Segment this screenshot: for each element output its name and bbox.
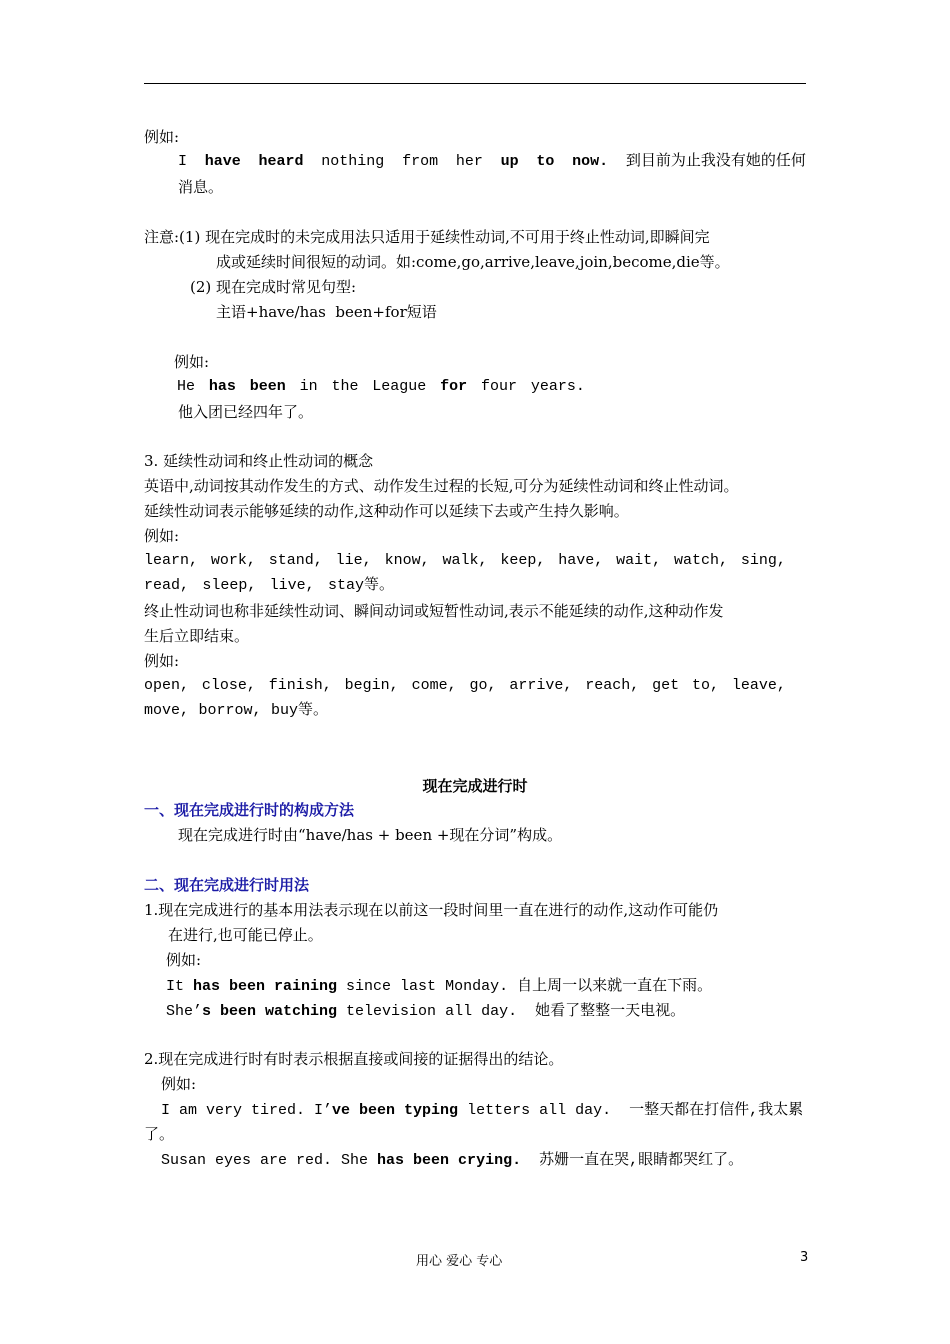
word: up [500,153,519,170]
text: She’ [166,1003,203,1020]
paragraph: 英语中,动词按其动作发生的方式、动作发生过程的长短,可分为延续性动词和终止性动词。 [144,477,739,495]
paragraph: 延续性动词表示能够延续的动作,这种动作可以延续下去或产生持久影响。 [144,502,629,520]
example-label: 例如: [174,353,210,371]
verb-list [144,676,786,696]
text: I am very tired. I’ [161,1102,333,1119]
subheading: 一、现在完成进行时的构成方法 [144,801,355,819]
verb: to, [692,677,720,694]
paragraph: 1.现在完成进行的基本用法表示现在以前这一段时间里一直在进行的动作,这动作可能仍 [144,901,719,919]
note-line: 成或延续时间很短的动词。如:come,go,arrive,leave,join,become,die等。 [216,253,730,271]
text: since last Monday. 自上周一以来就一直在下雨。 [337,978,713,995]
section-title: 3. 延续性动词和终止性动词的概念 [144,452,374,470]
verb-list [144,701,328,721]
text: has been raining [193,978,338,995]
translation-cn-cont: 消息。 [178,178,224,196]
section-heading: 现在完成进行时 [422,777,528,795]
verb: know, [384,552,430,569]
paragraph: 终止性动词也称非延续性动词、瞬间动词或短暂性动词,表示不能延续的动作,这种动作发 [144,602,724,620]
word: from [402,153,439,170]
verb: stand, [268,552,323,569]
word: four [481,378,518,395]
verb-list [144,576,394,596]
verb: learn, [144,552,199,569]
paragraph: 2.现在完成进行时有时表示根据直接或间接的证据得出的结论。 [144,1050,564,1068]
word: been [249,378,286,395]
verb: lie, [335,552,372,569]
verb-list [144,551,786,571]
note-line: 注意:(1) 现在完成时的未完成用法只适用于延续性动词,不可用于终止性动词,即瞬间完 [144,228,710,246]
note-line: (2) 现在完成时常见句型: [190,278,357,296]
verb: leave, [731,677,786,694]
note-line: 主语+have/has been+for短语 [216,303,437,321]
translation-cn: 他入团已经四年了。 [178,403,314,421]
verb: work, [210,552,256,569]
text: television all day. 她看了整整一天电视。 [337,1003,686,1020]
verb: watch, [674,552,729,569]
verb: finish, [268,677,332,694]
example-sentence [166,1000,685,1022]
word: for [440,378,468,395]
page-number: 3 [800,1250,809,1265]
verb: come, [411,677,457,694]
example-label: 例如: [144,128,180,146]
example-sentence-en [177,377,585,397]
word: He [177,378,196,395]
word: years. [530,378,585,395]
verb: live, [269,577,315,594]
paragraph: 生后立即结束。 [144,627,250,645]
text: 苏姗一直在哭,眼睛都哭红了。 [521,1152,744,1169]
example-label: 例如: [161,1075,197,1093]
verb: borrow, [198,702,262,719]
text: s been watching [202,1003,338,1020]
word: heard [258,153,304,170]
word: I [178,153,188,170]
text: has been crying. [377,1152,522,1169]
verb: move, [144,702,190,719]
verb: buy等。 [270,702,328,719]
example-label: 例如: [144,527,180,545]
verb: have, [558,552,604,569]
verb: stay等。 [327,577,394,594]
footer-slogan: 用心 爱心 专心 [416,1254,503,1269]
verb: reach, [585,677,640,694]
verb: open, [144,677,190,694]
subheading: 二、现在完成进行时用法 [144,876,310,894]
text: Susan eyes are red. She [161,1152,378,1169]
verb: sleep, [202,577,257,594]
word: in [299,378,318,395]
word: the [331,378,359,395]
text: letters all day. 一整天都在打信件,我太累 [458,1102,804,1119]
word: have [204,153,241,170]
word: her [455,153,483,170]
verb: wait, [616,552,662,569]
verb: get [652,677,680,694]
text: It [166,978,194,995]
verb: keep, [500,552,546,569]
text: ve been typing [332,1102,459,1119]
header-rule [144,83,806,84]
word: now. [572,153,609,170]
example-sentence-en [178,152,806,172]
verb: go, [469,677,497,694]
example-sentence [166,975,712,997]
example-sentence [161,1099,803,1121]
verb: read, [144,577,190,594]
verb: arrive, [509,677,573,694]
verb: sing, [740,552,786,569]
paragraph: 在进行,也可能已停止。 [168,926,323,944]
example-sentence [161,1149,743,1171]
verb: close, [201,677,256,694]
word: to [536,153,555,170]
example-label: 例如: [166,951,202,969]
word: League [372,378,427,395]
example-sentence-cont: 了。 [144,1125,175,1143]
verb: begin, [344,677,399,694]
word: nothing [321,153,385,170]
paragraph: 现在完成进行时由“have/has + been +现在分词”构成。 [178,826,563,844]
example-label: 例如: [144,652,180,670]
translation-cn: 到目前为止我没有她的任何 [625,153,806,170]
word: has [208,378,236,395]
verb: walk, [442,552,488,569]
